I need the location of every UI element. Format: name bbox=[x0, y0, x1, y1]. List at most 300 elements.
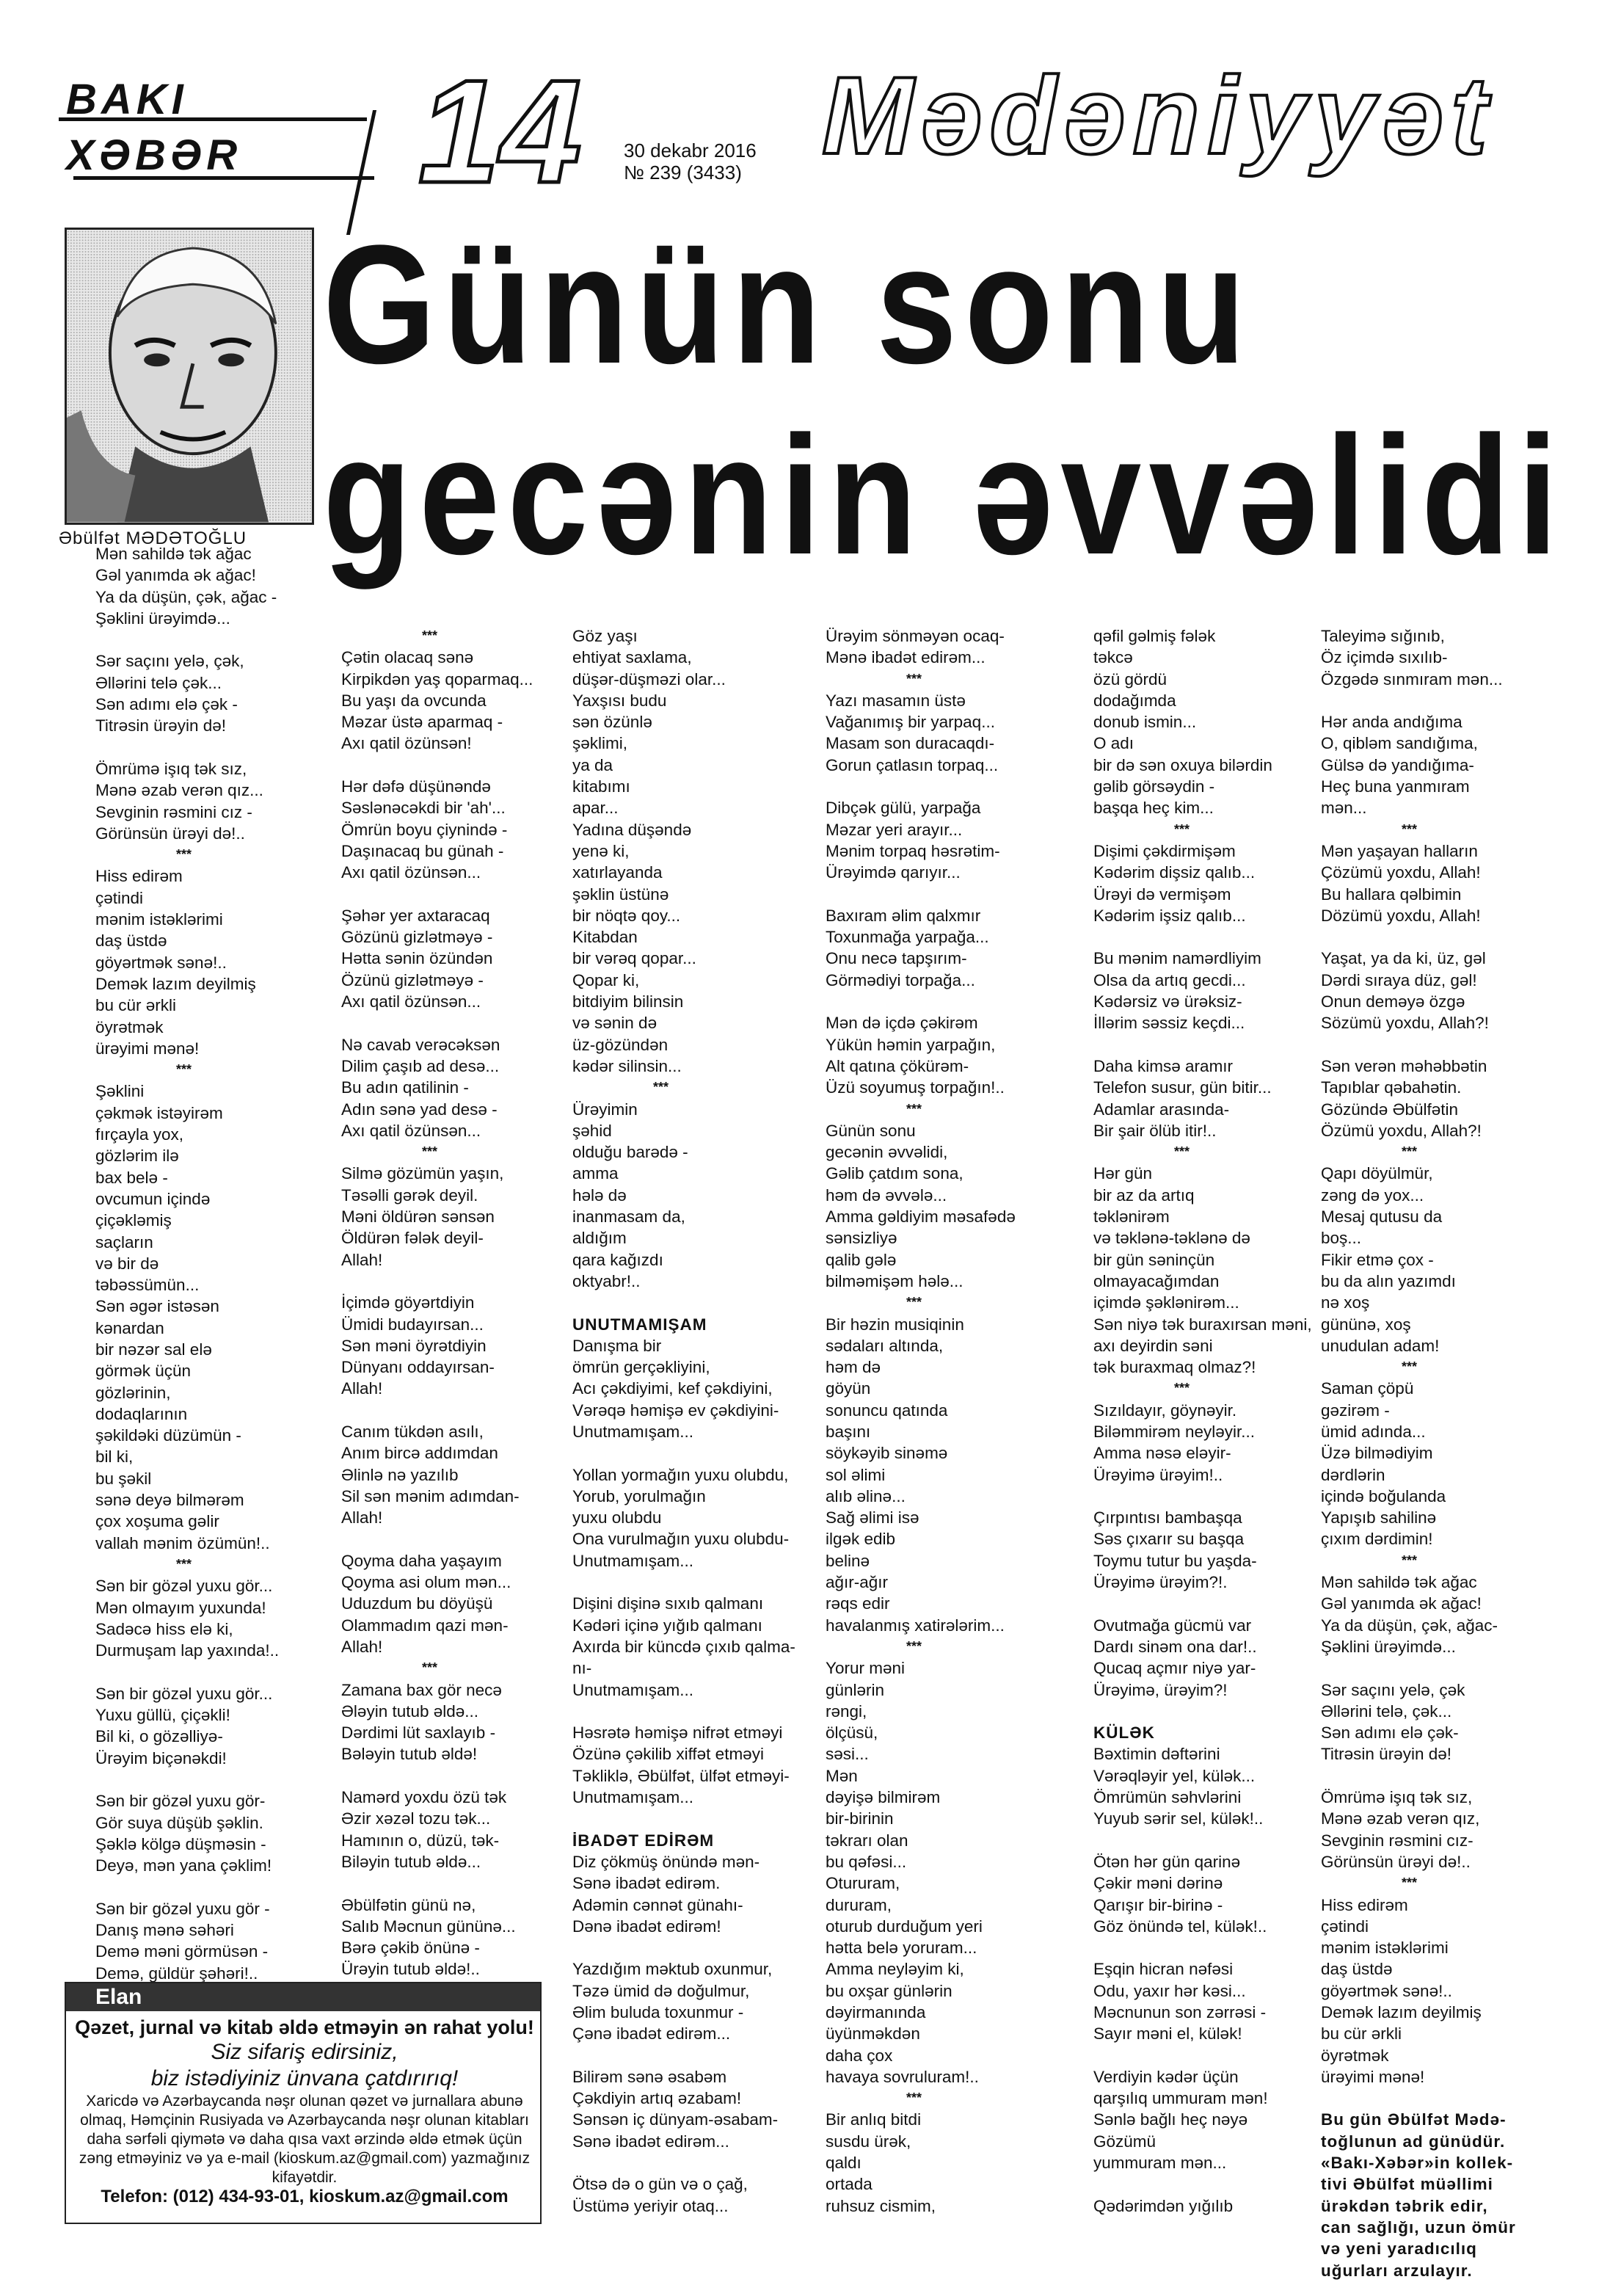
poem-line: bu qəfəsi... bbox=[826, 1852, 907, 1871]
poem-line bbox=[826, 884, 1016, 905]
poem-line: Üzü soyumuş torpağın!.. bbox=[826, 1078, 1005, 1097]
poem-line: Çözümü yoxdu, Allah! bbox=[1321, 863, 1481, 882]
poem-line: oktyabr!.. bbox=[572, 1271, 641, 1290]
poem-line: ömrün gerçəkliyini, bbox=[572, 1358, 710, 1377]
text-column-4 bbox=[826, 625, 1016, 2217]
poem-line: Yorub, yorulmağın bbox=[572, 1486, 706, 1505]
poem-line: çiçəkləmiş bbox=[95, 1211, 172, 1230]
poem-line: Masam son duracaqdı- bbox=[826, 734, 995, 753]
poem-line: Vağanımış bir yarpaq... bbox=[826, 713, 995, 732]
poem-line: havaya sovruluram!.. bbox=[826, 2067, 979, 2086]
poem-line: olmayacağımdan bbox=[1093, 1271, 1220, 1290]
poem-line: xatırlayanda bbox=[572, 863, 663, 882]
poem-line bbox=[572, 1572, 795, 1593]
poem-line: İllərim səssiz keçdi... bbox=[1093, 1014, 1245, 1033]
poem-line: Allah! bbox=[341, 1637, 383, 1656]
poem-line: Mənə əzab verən qız... bbox=[95, 781, 263, 800]
poem-line: Məzar üstə aparmaq - bbox=[341, 713, 503, 732]
poem-line: Çəkir məni dərinə bbox=[1093, 1874, 1223, 1893]
text-column-5 bbox=[1093, 625, 1312, 2217]
poem-line: Ötsə də o gün və o çağ, bbox=[572, 2175, 748, 2194]
poem-line bbox=[572, 2152, 795, 2173]
poem-line: yuxu olubdu bbox=[572, 1508, 662, 1527]
poem-line: ehtiyat saxlama, bbox=[572, 648, 692, 667]
poem-line bbox=[826, 776, 1016, 797]
poem-line bbox=[1321, 690, 1516, 711]
poem-line bbox=[826, 991, 1016, 1012]
poem-line: Demək lazım deyilmiş bbox=[95, 974, 256, 993]
poem-line: bu cür ərkli bbox=[95, 996, 177, 1015]
poem-line bbox=[1093, 1486, 1312, 1507]
poem-line: Hər dəfə düşünəndə bbox=[341, 777, 491, 796]
poem-line bbox=[1093, 1937, 1312, 1958]
poem-line: Sən bir gözəl yuxu gör - bbox=[95, 1899, 270, 1918]
poem-line: Ömrümə işıq tək sız, bbox=[95, 759, 247, 778]
poem-line: Danış mənə səhəri bbox=[95, 1921, 234, 1939]
poem-line: Otururam, bbox=[826, 1874, 900, 1893]
poem-line: Qopar ki, bbox=[572, 970, 640, 989]
poem-line: həm də bbox=[826, 1358, 881, 1377]
poem-line: Namərd yoxdu özü tək bbox=[341, 1788, 507, 1807]
logo-word-baki: BAKI bbox=[66, 76, 188, 123]
poem-line: saçların bbox=[95, 1232, 153, 1251]
poem-line: Sil sən mənim adımdan- bbox=[341, 1486, 520, 1505]
poem-line: Ürəyimə ürəyim!.. bbox=[1093, 1465, 1223, 1484]
poem-line: Dözümü yoxdu, Allah! bbox=[1321, 906, 1481, 925]
poem-heading: tivi Əbülfət müəllimi bbox=[1321, 2175, 1493, 2194]
poem-line: ağır-ağır bbox=[826, 1573, 889, 1592]
poem-separator: *** bbox=[906, 671, 922, 686]
poem-line: Yollan yormağın yuxu olubdu, bbox=[572, 1465, 789, 1484]
poem-line: Durmuşam lap yaxında!.. bbox=[95, 1641, 280, 1660]
poem-line bbox=[1093, 1034, 1312, 1056]
poem-line: təbəssümün... bbox=[95, 1276, 200, 1295]
poem-line: Toymu tutur bu yaşda- bbox=[1093, 1551, 1257, 1570]
poem-line bbox=[572, 2045, 795, 2066]
poem-line: donub ismin... bbox=[1093, 713, 1197, 732]
poem-line: Saman çöpü bbox=[1321, 1379, 1414, 1398]
poem-line: Üstümə yeriyir otaq... bbox=[572, 2196, 729, 2215]
poem-line: Kədərim işsiz qalıb... bbox=[1093, 906, 1246, 925]
poem-line: Ümidi budayırsan... bbox=[341, 1315, 484, 1334]
poem-line: bu cür ərkli bbox=[1321, 2024, 1402, 2043]
poem-line: Sənsən iç dünyam-əsabam- bbox=[572, 2110, 779, 2129]
poem-line: apar... bbox=[572, 799, 619, 818]
poem-line: Əbülfətin günü nə, bbox=[341, 1895, 476, 1914]
poem-line: kənardan bbox=[95, 1318, 164, 1337]
poem-line: Salıb Məcnun gününə... bbox=[341, 1917, 516, 1936]
poem-line: sən özünlə bbox=[572, 713, 652, 732]
announcement-box bbox=[65, 1982, 542, 2224]
poem-line: Dənə ibadət edirəm! bbox=[572, 1917, 721, 1936]
poem-line: qara kağızdı bbox=[572, 1250, 663, 1269]
poem-line: Sayır məni el, külək! bbox=[1093, 2024, 1242, 2043]
poem-line bbox=[572, 1292, 795, 1313]
poem-line: Adəmin cənnət günahı- bbox=[572, 1895, 743, 1914]
poem-line bbox=[95, 629, 279, 650]
poem-line: Çətin olacaq sənə bbox=[341, 648, 474, 667]
poem-line: Mən də içdə çəkirəm bbox=[826, 1014, 978, 1033]
poem-line: Şəklini ürəyimdə... bbox=[95, 608, 230, 628]
poem-separator: *** bbox=[906, 2090, 922, 2106]
poem-line: ilgək edib bbox=[826, 1530, 896, 1549]
poem-line: Anım bircə addımdan bbox=[341, 1444, 498, 1463]
poem-line: oturub durduğum yeri bbox=[826, 1917, 983, 1936]
poem-line: Əlinlə nə yazılıb bbox=[341, 1465, 459, 1484]
poem-line: Unutmamışam... bbox=[572, 1680, 694, 1699]
poem-line: Yadına düşəndə bbox=[572, 820, 692, 839]
poem-line: Dardı sinəm ona dar!.. bbox=[1093, 1637, 1257, 1656]
poem-separator: *** bbox=[176, 847, 192, 862]
poem-line: bu oxşar günlərin bbox=[826, 1981, 952, 2000]
poem-line bbox=[341, 755, 533, 776]
poem-line: Odu, yaxır hər kəsi... bbox=[1093, 1981, 1246, 2000]
poem-line: ortada bbox=[826, 2175, 873, 2194]
poem-line: yummuram mən... bbox=[1093, 2154, 1227, 2173]
poem-line: Amma neyləyim ki, bbox=[826, 1960, 964, 1979]
poem-line: Sadəcə hiss elə ki, bbox=[95, 1619, 233, 1638]
poem-line: Öz içimdə sıxılıb- bbox=[1321, 648, 1448, 667]
poem-line: dodaqlarının bbox=[95, 1404, 188, 1423]
poem-line: Əllərini telə çək... bbox=[95, 673, 222, 692]
poem-line: bax belə - bbox=[95, 1168, 168, 1187]
poem-line: rəngi, bbox=[826, 1701, 867, 1721]
poem-line: öyrətmək bbox=[1321, 2046, 1389, 2065]
poem-line: Zamana bax gör necə bbox=[341, 1680, 502, 1699]
poem-line: dururam, bbox=[826, 1895, 892, 1914]
poem-line: O adı bbox=[1093, 734, 1134, 753]
poem-line: Bir şair ölüb itir!.. bbox=[1093, 1121, 1217, 1140]
poem-line: inanmasam da, bbox=[572, 1207, 685, 1227]
poem-line: Öldürən fələk deyil- bbox=[341, 1229, 484, 1248]
poem-line: nə xoş bbox=[1321, 1293, 1370, 1312]
poem-line: Hiss edirəm bbox=[1321, 1895, 1408, 1914]
poem-line: Adamlar arasında- bbox=[1093, 1100, 1230, 1119]
poem-line: Mən sahildə tək ağac bbox=[1321, 1573, 1477, 1592]
poem-line: Tapıblar qəbahətin. bbox=[1321, 1078, 1462, 1097]
poem-line: Axı qatil özünsən! bbox=[341, 734, 472, 753]
poem-line: Ürəyi də vermişəm bbox=[1093, 884, 1231, 904]
poem-line: Göz önündə tel, külək!.. bbox=[1093, 1917, 1267, 1936]
poem-separator: *** bbox=[906, 1101, 922, 1116]
poem-line: Bu hallara qəlbimin bbox=[1321, 884, 1462, 904]
poem-line: Fikir etmə çox - bbox=[1321, 1250, 1434, 1269]
poem-line: Olammadım qazi mən- bbox=[341, 1616, 509, 1635]
poem-line: Daha kimsə aramır bbox=[1093, 1056, 1234, 1075]
poem-line: dəyişə bilmirəm bbox=[826, 1788, 941, 1807]
poem-line: üz-gözündən bbox=[572, 1035, 669, 1054]
poem-line: kədər silinsin... bbox=[572, 1056, 682, 1075]
announcement-body bbox=[72, 2016, 537, 2206]
poem-line: Bu adın qatilinin - bbox=[341, 1078, 469, 1097]
poem-line: Şəklini ürəyimdə... bbox=[1321, 1637, 1456, 1656]
poem-line bbox=[95, 737, 279, 758]
poem-line: Kədəri içinə yığıb qalmanı bbox=[572, 1616, 762, 1635]
poem-heading: İBADƏT EDİRƏM bbox=[572, 1831, 715, 1850]
poem-line: Amma nəsə eləyir- bbox=[1093, 1444, 1231, 1463]
announcement-title: Elan bbox=[66, 1983, 540, 2011]
poem-line: Qarışır bir-birinə - bbox=[1093, 1895, 1223, 1914]
poem-separator: *** bbox=[1402, 1552, 1418, 1568]
text-column-3 bbox=[572, 625, 795, 2217]
poem-line: Kirpikdən yaş qoparmaq... bbox=[341, 669, 533, 689]
poem-line bbox=[1093, 1593, 1312, 1614]
poem-line: Heç buna yanmıram bbox=[1321, 777, 1470, 796]
poem-line: vallah mənim özümün!.. bbox=[95, 1533, 270, 1552]
poem-line: Gorun çatlasın torpaq... bbox=[826, 755, 999, 774]
poem-line: Sevginin rəsmini cız - bbox=[95, 802, 252, 821]
poem-line: tək buraxmaq olmaz?! bbox=[1093, 1358, 1256, 1377]
poem-line: O, qibləm sandığıma, bbox=[1321, 734, 1478, 753]
poem-line: Bir anlıq bitdi bbox=[826, 2110, 922, 2129]
poem-line: Dərdi sıraya düz, gəl! bbox=[1321, 970, 1477, 989]
poem-line: Səs çıxarır su başqa bbox=[1093, 1530, 1245, 1549]
poem-line: Ötən hər gün qarinə bbox=[1093, 1852, 1241, 1871]
poem-line: dəyirmanında bbox=[826, 2003, 926, 2021]
poem-line: Dilim çaşıb ad desə... bbox=[341, 1056, 500, 1075]
headline-line-1: Günün sonu bbox=[323, 210, 1253, 399]
poem-line: ovcumun içində bbox=[95, 1189, 211, 1208]
poem-line: Yükün həmin yarpağın, bbox=[826, 1035, 996, 1054]
poem-line: Qucaq açmır niyə yar- bbox=[1093, 1659, 1256, 1678]
text-column-2 bbox=[341, 625, 533, 2002]
poem-line: Gözünü gizlətməyə - bbox=[341, 928, 493, 947]
poem-line: qəfil gəlmiş fələk bbox=[1093, 627, 1216, 645]
poem-line: Dünyanı oddayırsan- bbox=[341, 1358, 495, 1377]
poem-line: mənim istəklərimi bbox=[95, 910, 223, 929]
poem-line: Adın sənə yad desə - bbox=[341, 1100, 498, 1119]
poem-line: bil ki, bbox=[95, 1447, 134, 1467]
poem-line: Titrəsin ürəyin də! bbox=[95, 716, 226, 735]
poem-line: Məni öldürən sənsən bbox=[341, 1207, 495, 1227]
poem-line: Yuyub sərir sel, külək!.. bbox=[1093, 1809, 1264, 1828]
poem-line: Sevginin rəsmini cız- bbox=[1321, 1831, 1474, 1850]
poem-line: ürəyimi mənə! bbox=[95, 1039, 200, 1058]
poem-line: dodağımda bbox=[1093, 691, 1176, 710]
poem-line: ruhsuz cismim, bbox=[826, 2196, 936, 2215]
poem-line bbox=[572, 1701, 795, 1722]
poem-line: Ömrün boyu çiynində - bbox=[341, 820, 508, 839]
issue-date bbox=[624, 139, 757, 184]
poem-line: və sənin də bbox=[572, 1014, 657, 1033]
poem-line: öyrətmək bbox=[95, 1017, 164, 1036]
poem-line: Ürəyimdə qarıyır... bbox=[826, 863, 961, 882]
poem-line: çıxım dərdimin! bbox=[1321, 1530, 1433, 1549]
poem-line: Ona vurulmağın yuxu olubdu- bbox=[572, 1530, 790, 1549]
poem-line: sonuncu qatında bbox=[826, 1401, 948, 1420]
poem-line: ölçüsü, bbox=[826, 1723, 878, 1743]
poem-heading: və yeni yaradıcılıq bbox=[1321, 2239, 1477, 2259]
poem-line: Üzə bilmədiyim bbox=[1321, 1444, 1433, 1463]
poem-line: bilməmişəm hələ... bbox=[826, 1271, 964, 1290]
poem-line bbox=[341, 1765, 533, 1787]
poem-separator: *** bbox=[1402, 1359, 1418, 1375]
poem-separator: *** bbox=[1402, 821, 1418, 837]
poem-line: Şəklini bbox=[95, 1082, 145, 1101]
poem-line: havalanmış xatirələrim... bbox=[826, 1616, 1005, 1635]
poem-line: Yapışıb sahilinə bbox=[1321, 1508, 1437, 1527]
poem-line bbox=[341, 1012, 533, 1033]
poem-line: Onun deməyə özgə bbox=[1321, 992, 1465, 1011]
poem-line: Əllərini telə, çək... bbox=[1321, 1701, 1452, 1721]
poem-line: olduğu barədə - bbox=[572, 1143, 688, 1162]
poem-heading: toğlunun ad günüdür. bbox=[1321, 2132, 1506, 2151]
poem-line: Hiss edirəm bbox=[95, 867, 183, 886]
poem-line: görmək üçün bbox=[95, 1362, 192, 1381]
poem-line: Həsrətə həmişə nifrət etməyi bbox=[572, 1723, 783, 1743]
poem-line bbox=[341, 1528, 533, 1550]
poem-line: Ömrümə işıq tək sız, bbox=[1321, 1788, 1473, 1807]
poem-line: Sən adımı elə çək - bbox=[95, 695, 238, 714]
poem-line: Sən niyə tək buraxırsan məni, bbox=[1093, 1315, 1312, 1334]
poem-line: gözlərinin, bbox=[95, 1383, 171, 1402]
poem-line: Mənə ibadət edirəm... bbox=[826, 648, 986, 667]
poem-line: Yaxşısı budu bbox=[572, 691, 667, 710]
poem-line: mənim istəklərimi bbox=[1321, 1939, 1449, 1958]
poem-line: göyərtmək sənə!.. bbox=[1321, 1981, 1452, 2000]
poem-heading: can sağlığı, uzun ömür bbox=[1321, 2217, 1516, 2237]
poem-line: üyünməkdən bbox=[826, 2024, 920, 2043]
poem-heading: Bu gün Əbülfət Mədə- bbox=[1321, 2110, 1507, 2129]
poem-line: Gözümü bbox=[1093, 2132, 1156, 2151]
poem-line: Ürəyimə ürəyim?!. bbox=[1093, 1573, 1228, 1592]
poem-separator: *** bbox=[906, 1638, 922, 1654]
poem-line: təklənirəm bbox=[1093, 1207, 1170, 1227]
announcement-contact: Telefon: (012) 434-93-01, kioskum.az@gmail.com bbox=[101, 2187, 509, 2206]
poem-line: Mən bbox=[826, 1766, 858, 1785]
masthead bbox=[44, 50, 1578, 214]
poem-line: Toxunmağa yarpağa... bbox=[826, 928, 989, 947]
poem-line: Ürəyimin bbox=[572, 1100, 638, 1119]
poem-line: bir vərəq qopar... bbox=[572, 949, 696, 968]
poem-line: Təzə ümid də doğulmur, bbox=[572, 1981, 750, 2000]
poem-line: Telefon susur, gün bitir... bbox=[1093, 1078, 1272, 1097]
poem-line: Hamının o, düzü, tək- bbox=[341, 1831, 500, 1850]
poem-line: başını bbox=[826, 1422, 871, 1441]
poem-line: Mənə əzab verən qız, bbox=[1321, 1809, 1480, 1828]
text-column-6 bbox=[1321, 625, 1516, 2281]
poem-line bbox=[1093, 2173, 1312, 2195]
poem-line: alıb əlinə... bbox=[826, 1486, 906, 1505]
poem-line: Kədərsiz və ürəksiz- bbox=[1093, 992, 1242, 1011]
poem-line: Ovutmağa gücmü var bbox=[1093, 1616, 1252, 1635]
poem-line: günlərin bbox=[826, 1680, 885, 1699]
poem-line: Bələyin tutub əldə! bbox=[341, 1745, 478, 1764]
poem-line: bir-birinin bbox=[826, 1809, 894, 1828]
issue-number: № 239 (3433) bbox=[624, 161, 742, 184]
poem-line: susdu ürək, bbox=[826, 2132, 911, 2151]
poem-line: Məcnunun son zərrəsi - bbox=[1093, 2003, 1267, 2021]
poem-separator: *** bbox=[906, 1295, 922, 1310]
author-portrait bbox=[65, 228, 314, 525]
poem-line: Ömrümün səhvlərini bbox=[1093, 1788, 1242, 1807]
poem-separator: *** bbox=[1402, 1144, 1418, 1160]
poem-line: İçimdə göyərtdiyin bbox=[341, 1293, 475, 1312]
poem-line: ya da bbox=[572, 755, 613, 774]
poem-line: bir nəzər sal elə bbox=[95, 1340, 212, 1359]
poem-line: Hətta sənin özündən bbox=[341, 949, 493, 968]
poem-line: sol əlimi bbox=[826, 1465, 886, 1484]
poem-line: belinə bbox=[826, 1551, 870, 1570]
poem-line: Silmə gözümün yaşın, bbox=[341, 1164, 504, 1183]
section-title: Mədəniyyət bbox=[822, 54, 1495, 177]
poem-line: Sən məni öyrətdiyin bbox=[341, 1336, 487, 1355]
poem-line: Onu necə tapşırım- bbox=[826, 949, 967, 968]
poem-line: Axırda bir küncdə çıxıb qalma- bbox=[572, 1637, 795, 1656]
poem-line: gəlib görsəydin - bbox=[1093, 777, 1215, 796]
poem-line: Sən bir gözəl yuxu gör- bbox=[95, 1792, 266, 1811]
poem-line: mən... bbox=[1321, 799, 1367, 818]
poem-line: hələ də bbox=[572, 1185, 627, 1205]
poem-line: daş üstdə bbox=[95, 931, 167, 951]
poem-line: bitdiyim bilinsin bbox=[572, 992, 684, 1011]
poem-line: Əlim buluda toxunmur - bbox=[572, 2003, 744, 2021]
poem-line bbox=[1321, 926, 1516, 948]
poem-line: bir gün səninçün bbox=[1093, 1250, 1215, 1269]
poem-line: Eşqin hicran nəfəsi bbox=[1093, 1960, 1234, 1979]
poem-line: təkcə bbox=[1093, 648, 1133, 667]
poem-line: Görünsün ürəyi də!.. bbox=[95, 824, 245, 843]
poem-line: Biləmmirəm neyləyir... bbox=[1093, 1422, 1256, 1441]
poem-line: çətindi bbox=[1321, 1917, 1369, 1936]
poem-line: Gəl yanımda ək ağac! bbox=[95, 566, 256, 585]
poem-line: şəkildəki düzümün - bbox=[95, 1426, 241, 1445]
poem-line: Mənim torpaq həsrətim- bbox=[826, 841, 1000, 860]
poem-line bbox=[341, 1400, 533, 1421]
poem-line: Acı çəkdiyimi, kef çəkdiyini, bbox=[572, 1379, 773, 1398]
poem-line: Verdiyin kədər üçün bbox=[1093, 2067, 1239, 2086]
poem-line: Ürəyimə, ürəyim?! bbox=[1093, 1680, 1228, 1699]
poem-line: Sızıldayır, göynəyir. bbox=[1093, 1401, 1237, 1420]
poem-line: Sözümü yoxdu, Allah?! bbox=[1321, 1014, 1489, 1033]
poem-line: Günün sonu bbox=[826, 1121, 916, 1140]
poem-line: Sər saçını yelə, çək, bbox=[95, 652, 244, 671]
poem-line: Gəl yanımda ək ağac! bbox=[1321, 1594, 1482, 1613]
poem-line: Gəlib çatdım sona, bbox=[826, 1164, 964, 1183]
poem-line: Dibçək gülü, yarpağa bbox=[826, 799, 981, 818]
poem-heading: KÜLƏK bbox=[1093, 1723, 1155, 1743]
poem-line: Unutmamışam... bbox=[572, 1422, 694, 1441]
poem-line: düşər-düşməzi olar... bbox=[572, 669, 726, 689]
poem-line: sədaları altında, bbox=[826, 1336, 944, 1355]
poem-heading: «Bakı-Xəbər»in kollek- bbox=[1321, 2154, 1514, 2173]
poem-line: Taleyimə sığınıb, bbox=[1321, 627, 1445, 645]
poem-line: səsi... bbox=[826, 1745, 869, 1764]
poem-line: Bu yaşı da ovcunda bbox=[341, 691, 487, 710]
poem-line: təkrarı olan bbox=[826, 1831, 908, 1850]
poem-line bbox=[572, 1442, 795, 1464]
poem-line: gecənin əvvəlidi, bbox=[826, 1143, 948, 1162]
poem-line: Dişimi çəkdirmişəm bbox=[1093, 841, 1236, 860]
portrait-image bbox=[67, 230, 312, 523]
poem-line: Alt qatına çökürəm- bbox=[826, 1056, 969, 1075]
poem-line: Sən bir gözəl yuxu gör... bbox=[95, 1684, 273, 1703]
poem-line: Amma gəldiyim məsafədə bbox=[826, 1207, 1016, 1227]
poem-line: həm də əvvələ... bbox=[826, 1185, 947, 1205]
poem-line: Bu mənim namərdliyim bbox=[1093, 949, 1261, 968]
poem-line: Dişini dişinə sıxıb qalmanı bbox=[572, 1594, 764, 1613]
poem-line: qaldı bbox=[826, 2154, 862, 2173]
poem-line: Mesaj qutusu da bbox=[1321, 1207, 1443, 1227]
poem-line: şəklimi, bbox=[572, 734, 628, 753]
poem-line: Olsa da artıq gecdi... bbox=[1093, 970, 1246, 989]
poem-line: Kədərim dişsiz qalıb... bbox=[1093, 863, 1256, 882]
poem-line: qalib gələ bbox=[826, 1250, 897, 1269]
poem-line: içində boğulanda bbox=[1321, 1486, 1446, 1505]
poem-line: Bir həzin musiqinin bbox=[826, 1315, 964, 1334]
poem-line: dərdlərin bbox=[1321, 1465, 1385, 1484]
poem-line: boş... bbox=[1321, 1229, 1362, 1248]
